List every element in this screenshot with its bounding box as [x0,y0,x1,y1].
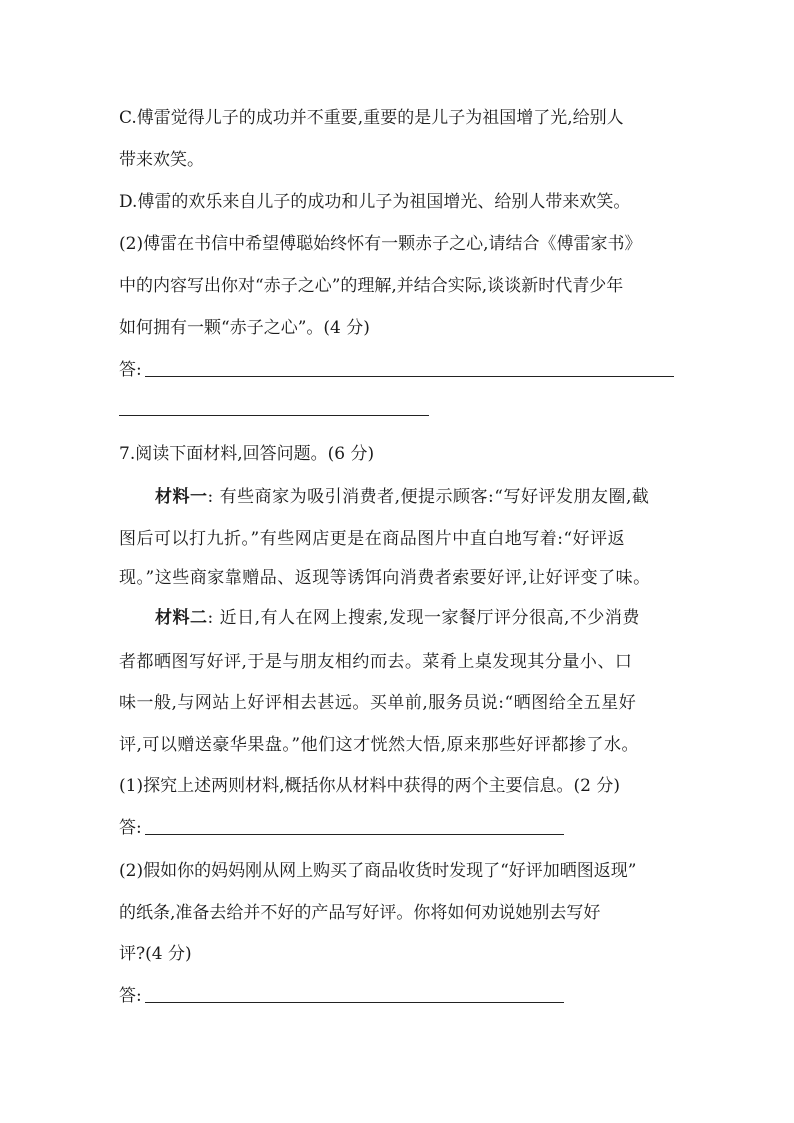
q7-sub2-answer-line[interactable] [145,1002,564,1003]
option-c-line-1: C.傅雷觉得儿子的成功并不重要,重要的是儿子为祖国增了光,给别人 [119,108,624,128]
q7-sub1: (1)探究上述两则材料,概括你从材料中获得的两个主要信息。(2 分) [119,776,620,796]
material-1-line-1 [155,487,649,507]
q6-answer-line-2[interactable] [119,415,429,416]
q7-sub2-line-3: 评?(4 分) [119,944,192,964]
material-2-line-2: 者都晒图写好评,于是与朋友相约而去。菜肴上桌发现其分量小、口 [119,652,633,672]
material-2-line-4: 评,可以赠送豪华果盘。”他们这才恍然大悟,原来那些好评都掺了水。 [119,735,639,755]
material-1-label: 材料一 [155,487,208,507]
material-2-text: : 近日,有人在网上搜索,发现一家餐厅评分很高,不少消费 [207,608,640,628]
material-1-line-3: 现。”这些商家靠赠品、返现等诱饵向消费者索要好评,让好评变了味。 [119,568,651,588]
q6-answer-label: 答: [119,360,142,380]
q7-sub1-answer-label: 答: [119,818,142,838]
q6-answer-line-1[interactable] [145,376,674,377]
material-1-text: : 有些商家为吸引消费者,便提示顾客:“写好评发朋友圈,截 [207,487,650,507]
q6-sub2-line-1: (2)傅雷在书信中希望傅聪始终怀有一颗赤子之心,请结合《傅雷家书》 [119,234,642,254]
material-2-line-1 [155,608,640,628]
q7-sub2-line-1: (2)假如你的妈妈刚从网上购买了商品收货时发现了“好评加晒图返现” [119,861,637,881]
q6-sub2-line-3: 如何拥有一颗“赤子之心”。(4 分) [119,318,370,338]
q7-sub2-answer-label: 答: [119,986,142,1006]
material-2-label: 材料二 [155,608,208,628]
q7-title: 7.阅读下面材料,回答问题。(6 分) [119,444,375,464]
material-2-line-3: 味一般,与网站上好评相去甚远。买单前,服务员说:“晒图给全五星好 [119,693,637,713]
option-d: D.傅雷的欢乐来自儿子的成功和儿子为祖国增光、给别人带来欢笑。 [119,192,631,212]
option-c-line-2: 带来欢笑。 [119,150,204,170]
q6-sub2-line-2: 中的内容写出你对“赤子之心”的理解,并结合实际,谈谈新时代青少年 [119,276,624,296]
q7-sub1-answer-line[interactable] [145,834,564,835]
q7-sub2-line-2: 的纸条,准备去给并不好的产品写好评。你将如何劝说她别去写好 [119,903,601,923]
material-1-line-2: 图后可以打九折。”有些网店更是在商品图片中直白地写着:“好评返 [119,529,626,549]
